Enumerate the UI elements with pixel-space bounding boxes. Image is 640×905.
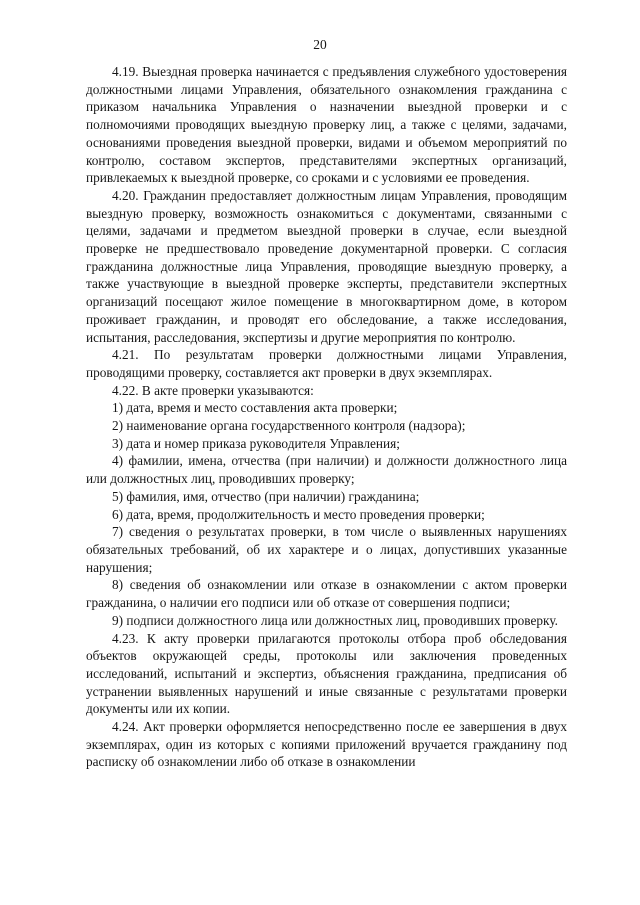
list-item-9: 9) подписи должностного лица или должностных лиц, проводивших проверку. <box>112 612 558 628</box>
list-item-6: 6) дата, время, продолжительность и место проведения проверки; <box>112 506 485 522</box>
list-item-4: 4) фамилии, имена, отчества (при наличии) и должности должностного лица или должностных лиц, проводивших проверку; <box>86 453 567 487</box>
document-body <box>86 63 567 771</box>
paragraph-4-22: 4.22. В акте проверки указываются: <box>112 382 314 398</box>
paragraph-4-20: 4.20. Гражданин предоставляет должностным лицам Управления, проводящим выездную проверку, возможность ознакомиться с документами, связанными с целями, задачами и предметом выездной проверки в случае, если выездной проверке не предшествовало проведение документарной проверки. С согласия гражданина должностные лица Управления, проводящие выездную проверку, а также участвующие в выездной проверке эксперты, представители экспертных организаций посещают жилое помещение в многоквартирном доме, в котором проживает гражданин, и проводят его обследование, а также исследования, испытания, расследования, экспертизы и другие мероприятия по контролю. <box>86 187 567 345</box>
paragraph-4-19: 4.19. Выездная проверка начинается с предъявления служебного удостоверения должностными лицами Управления, обязательного ознакомления гражданина с приказом начальника Управления о назначении выездной проверки и с полномочиями проводящих выездную проверку лиц, а также с целями, задачами, основаниями проведения выездной проверки, видами и объемом мероприятий по контролю, составом экспертов, представителями экспертных организаций, привлекаемых к выездной проверке, со сроками и с условиями ее проведения. <box>86 64 567 186</box>
list-item-3: 3) дата и номер приказа руководителя Управления; <box>112 435 400 451</box>
list-item-1: 1) дата, время и место составления акта проверки; <box>112 400 398 416</box>
list-item-8: 8) сведения об ознакомлении или отказе в ознакомлении с актом проверки гражданина, о наличии его подписи или об отказе от совершения подписи; <box>86 577 567 611</box>
list-item-7: 7) сведения о результатах проверки, в том числе о выявленных нарушениях обязательных требований, об их характере и о лицах, допустивших указанные нарушения; <box>86 524 567 575</box>
page-number: 20 <box>313 37 327 52</box>
paragraph-4-23: 4.23. К акту проверки прилагаются протоколы отбора проб обследования объектов окружающей среды, протоколы или заключения проведенных исследований, испытаний и экспертиз, объяснения гражданина, предписания об устранении выявленных нарушений и иные связанные с результатами проверки документы или их копии. <box>86 630 567 717</box>
paragraph-4-21: 4.21. По результатам проверки должностными лицами Управления, проводящими проверку, составляется акт проверки в двух экземплярах. <box>86 347 567 380</box>
list-item-5: 5) фамилия, имя, отчество (при наличии) гражданина; <box>112 488 420 504</box>
paragraph-4-24: 4.24. Акт проверки оформляется непосредственно после ее завершения в двух экземплярах, один из которых с копиями приложений вручается гражданину под расписку об ознакомлении либо об отказе в ознакомлении <box>86 719 567 770</box>
list-item-2: 2) наименование органа государственного контроля (надзора); <box>112 418 466 434</box>
